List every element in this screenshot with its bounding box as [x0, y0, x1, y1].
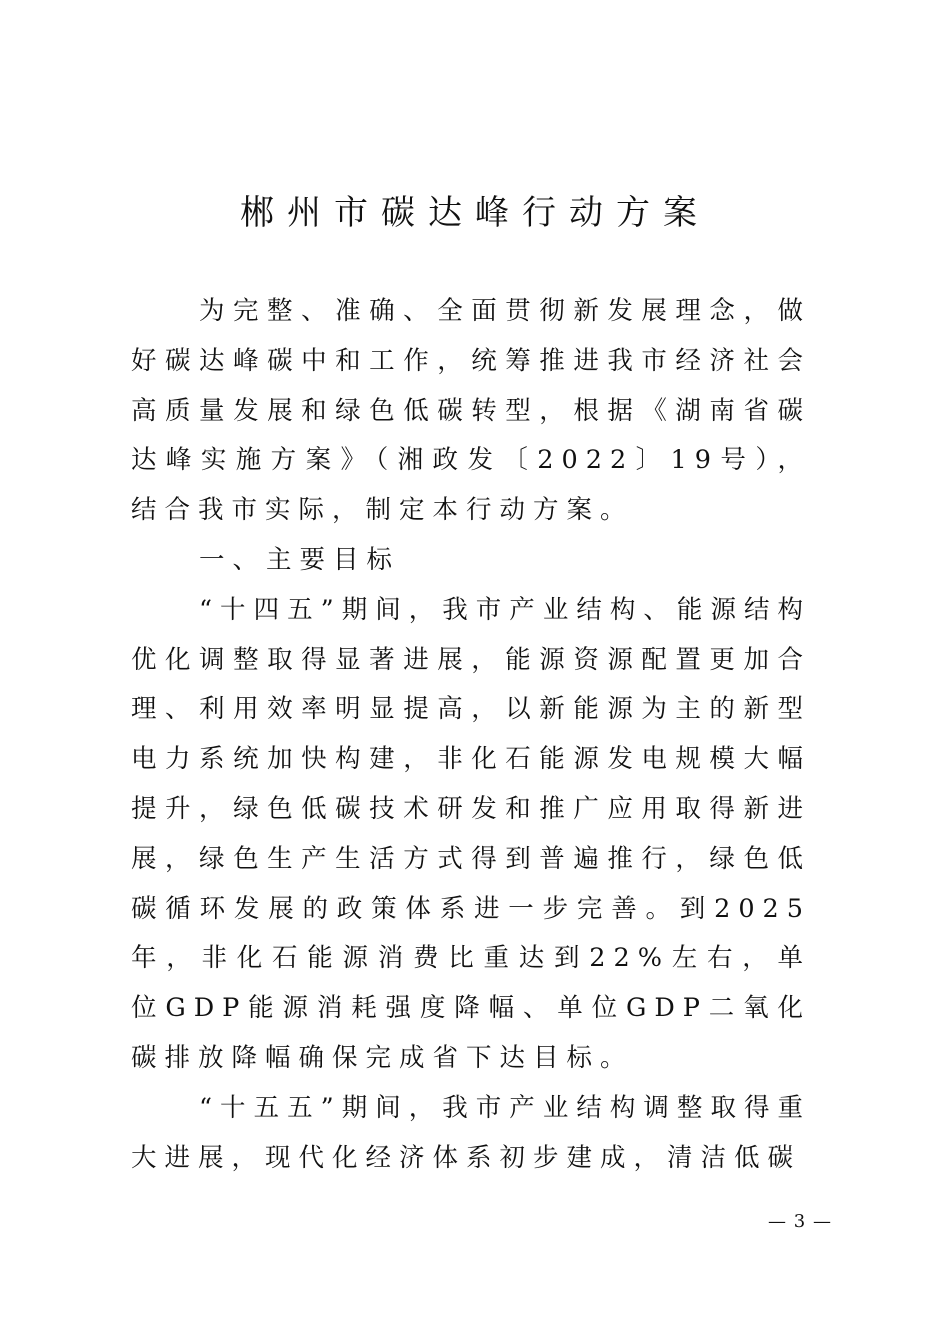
section-heading: 一、主要目标 — [199, 544, 401, 575]
body-paragraph-15th-plan: “十五五”期间，我市产业结构调整取得重大进展，现代化经济体系初步建成，清洁低碳 — [131, 1092, 811, 1173]
page-number: — 3 — — [768, 1211, 832, 1232]
document-title: 郴州市碳达峰行动方案 — [240, 193, 710, 233]
intro-paragraph: 为完整、准确、全面贯彻新发展理念，做好碳达峰碳中和工作，统筹推进我市经济社会高质量发展和绿色低碳转型，根据《湖南省碳达峰实施方案》（湘政发〔2022〕19号），结合我市实际，制定本行动方案。 — [131, 296, 811, 526]
document-body — [131, 287, 811, 1183]
body-paragraph-14th-plan: “十四五”期间，我市产业结构、能源结构优化调整取得显著进展，能源资源配置更加合理、利用效率明显提高，以新能源为主的新型电力系统加快构建，非化石能源发电规模大幅提升，绿色低碳技术研发和推广应用取得新进展，绿色生产生活方式得到普遍推行，绿色低碳循环发展的政策体系进一步完善。到2025年，非化石能源消费比重达到22%左右，单位GDP能源消耗强度降幅、单位GDP二氧化碳排放降幅确保完成省下达目标。 — [131, 594, 811, 1073]
